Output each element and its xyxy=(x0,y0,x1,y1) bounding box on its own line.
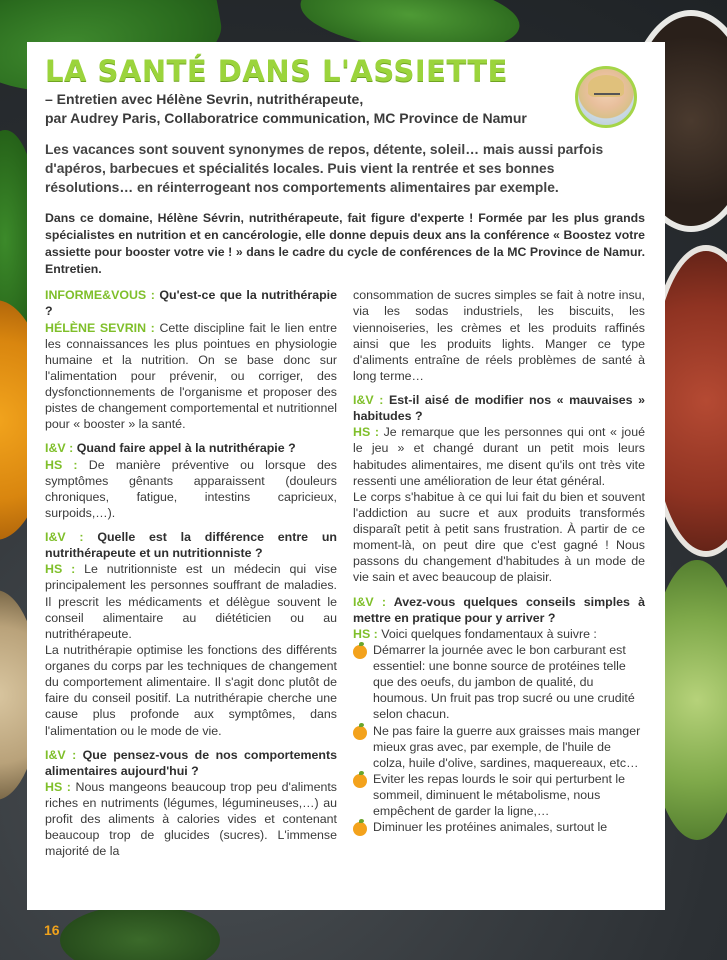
question xyxy=(353,392,645,424)
question-tag: I&V : xyxy=(353,393,384,408)
article-title: LA SANTÉ DANS L'ASSIETTE xyxy=(45,54,508,88)
answer xyxy=(353,424,645,489)
answer xyxy=(353,626,645,642)
article-page xyxy=(27,42,665,910)
byline-interviewee: – Entretien avec Hélène Sevrin, nutrithérapeute, xyxy=(45,91,364,108)
article-lead: Dans ce domaine, Hélène Sévrin, nutrithérapeute, fait figure d'experte ! Formée par les plus grands spécialistes en nutrition et en cancérologie, elle donne depuis deux ans la conférence « Boostez votre assiette pour booster votre vie ! » dans le cadre du cycle de conférences de la MC Province de Namur. Entretien. xyxy=(45,211,645,276)
question-text: Avez-vous quelques conseils simples à mettre en pratique pour y arriver ? xyxy=(353,594,646,625)
answer xyxy=(45,561,337,642)
tip-text: Ne pas faire la guerre aux graisses mais manger mieux gras avec, par exemple, de l'huile de colza, huile d'olive, sardines, maquereaux, etc… xyxy=(373,723,641,770)
question-text: Quelle est la différence entre un nutrithérapeute et un nutritionniste ? xyxy=(45,530,337,561)
answer-continued: La nutrithérapie optimise les fonctions des différents organes du corps par les techniques de changement du comportement alimentaire. Il s'agit donc plutôt de faire du conseil positif. La nutrithérapie cherche une cause plus profonde aux symptômes, dans l'alimentation ou le mode de vie. xyxy=(45,642,337,738)
answer-text: Le nutritionniste est un médecin qui vise principalement les personnes souffrant de maladies. Il prescrit les médicaments et délègue souvent le conseil alimentaire au diététicien ou au nutrithérapeute. xyxy=(45,562,337,641)
answer-text: De manière préventive ou lorsque des symptômes gênants apparaissent (douleurs chroniques, fatigue, intestins capricieux, surpoids,…). xyxy=(45,457,337,520)
author-portrait xyxy=(575,66,637,128)
qa-block xyxy=(353,287,645,384)
orange-fruit-icon xyxy=(353,645,367,659)
answer-tag: HS : xyxy=(353,425,379,440)
question xyxy=(45,287,337,319)
question-tag: INFORME&VOUS : xyxy=(45,288,155,303)
answer-tag: HÉLÈNE SEVRIN : xyxy=(45,320,155,335)
tip-item xyxy=(353,642,645,723)
answer-tag: HS : xyxy=(353,626,378,641)
tip-text: Démarrer la journée avec le bon carburant est essentiel: une bonne source de protéines telle que des oeufs, du jambon de qualité, du houmous. Un fruit pas trop sucré ou une crudité selon chacun. xyxy=(373,642,635,722)
question xyxy=(45,529,337,561)
tip-item xyxy=(353,771,645,819)
qa-block xyxy=(45,529,337,739)
qa-block xyxy=(353,392,645,586)
orange-fruit-icon xyxy=(353,822,367,836)
question-text: Que pensez-vous de nos comportements alimentaires aujourd'hui ? xyxy=(45,747,337,778)
answer-text: Cette discipline fait le lien entre les connaissances les plus pointues en physiologie humaine et la nutrition. On se base donc sur l'alimentation pour prévenir, ou corriger, des dysfonctionnements de l'organisme et proposer des pistes de changement comportemental et nutritionnel pour « booster » la santé. xyxy=(45,320,337,432)
byline-author: par Audrey Paris, Collaboratrice communication, MC Province de Namur xyxy=(45,110,527,127)
answer-text: Nous mangeons beaucoup trop peu d'aliments riches en nutriments (légumes, légumineuses,…) au profit des aliments à calories vides et contenant beaucoup trop de glucides (sucres). L'immense majorité de la xyxy=(45,779,337,859)
answer-tag: HS : xyxy=(45,779,71,794)
answer xyxy=(45,320,337,433)
qa-block xyxy=(45,440,337,521)
column-left xyxy=(45,287,337,859)
question xyxy=(45,747,337,779)
answer xyxy=(45,779,337,860)
question-text: Qu'est-ce que la nutrithérapie ? xyxy=(45,288,337,319)
answer xyxy=(45,457,337,522)
answer-continued: consommation de sucres simples se fait à notre insu, via les sodas industriels, les biscuits, les viennoiseries, les crèmes et les produits raffinés ainsi que les produits lights. Manger ce type d'aliments entraîne de réels problèmes de santé à long terme… xyxy=(353,288,645,383)
article-intro: Les vacances sont souvent synonymes de repos, détente, soleil… mais aussi parfois d'apéros, barbecues et spécialités locales. Puis vient la rentrée et ses bonnes résolutions… en réinterrogeant nos comportements alimentaires par exemple. xyxy=(45,142,604,195)
column-right xyxy=(353,287,645,859)
question-text: Est-il aisé de modifier nos « mauvaises » habitudes ? xyxy=(353,393,645,424)
qa-block xyxy=(45,287,337,432)
page-number: 16 xyxy=(44,922,60,938)
byline xyxy=(45,90,645,128)
answer-continued: Le corps s'habitue à ce qui lui fait du bien et souvent l'addiction au sucre et aux produits transformés disparaît petit à petit sans frustration. À partir de ce moment-là, on peut dire que c'est gagné ! Nous passons du changement d'habitudes à un mode de vie sain et avec beaucoup de plaisir. xyxy=(353,489,645,585)
tip-text: Diminuer les protéines animales, surtout le xyxy=(373,820,608,835)
question-tag: I&V : xyxy=(45,530,84,545)
tip-item xyxy=(353,819,645,835)
question-tag: I&V : xyxy=(45,441,74,456)
answer-text: Voici quelques fondamentaux à suivre : xyxy=(381,626,597,641)
orange-fruit-icon xyxy=(353,774,367,788)
answer-tag: HS : xyxy=(45,562,76,577)
question-tag: I&V : xyxy=(353,594,386,609)
answer-tag: HS : xyxy=(45,457,78,472)
question xyxy=(45,440,337,456)
tips-list xyxy=(353,642,645,836)
article-columns xyxy=(45,287,645,859)
tip-text: Eviter les repas lourds le soir qui perturbent le sommeil, diminuent le métabolisme, nous empêchent de garder la ligne,… xyxy=(373,771,626,819)
question xyxy=(353,594,645,626)
answer-text: Je remarque que les personnes qui ont « joué le jeu » et changé durant un petit mois leurs habitudes alimentaires, me disent qu'ils ont très vite ressenti une amélioration de leur état général. xyxy=(353,425,645,488)
question-text: Quand faire appel à la nutrithérapie ? xyxy=(76,441,296,456)
tip-item xyxy=(353,723,645,771)
question-tag: I&V : xyxy=(45,747,77,762)
qa-block xyxy=(45,747,337,860)
qa-block xyxy=(353,594,645,836)
orange-fruit-icon xyxy=(353,726,367,740)
